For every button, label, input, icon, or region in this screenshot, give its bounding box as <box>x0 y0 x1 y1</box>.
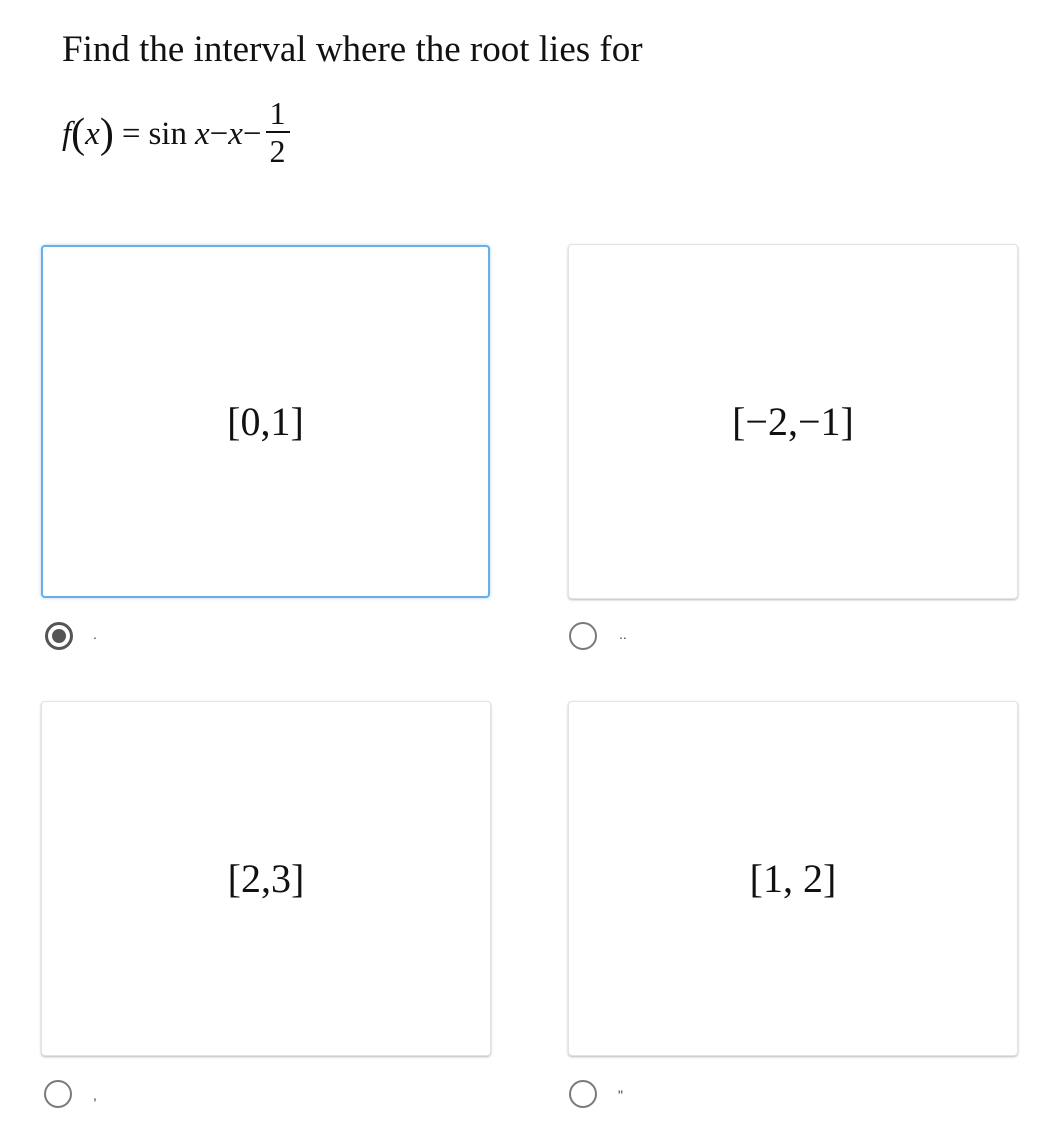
option-c-mark: , <box>93 1087 97 1103</box>
formula-right-paren: ) <box>99 111 114 157</box>
formula-sin-argument: x <box>194 115 210 152</box>
fraction-numerator: 1 <box>269 95 286 131</box>
option-b-mark: .. <box>619 626 627 642</box>
option-d-label: [1, 2] <box>749 856 837 901</box>
question-text: Find the interval where the root lies for <box>62 29 643 70</box>
fraction-denominator: 2 <box>269 133 286 169</box>
formula-function-name: f <box>62 115 72 152</box>
option-card-a[interactable] <box>41 245 490 598</box>
formula-minus-1: − <box>209 115 229 152</box>
option-card-c[interactable] <box>41 701 491 1056</box>
option-card-b[interactable] <box>568 244 1018 599</box>
formula-equals: = <box>121 115 141 152</box>
option-c-label: [2,3] <box>227 856 305 901</box>
option-d-mark: " <box>618 1087 623 1103</box>
formula-minus-2: − <box>242 115 262 152</box>
formula-x-term: x <box>228 115 243 152</box>
option-b-label: [−2,−1] <box>732 399 854 444</box>
option-card-d[interactable] <box>568 701 1018 1056</box>
option-a-label: [0,1] <box>227 399 304 444</box>
option-a-mark: . <box>93 626 97 642</box>
question-formula <box>62 86 290 182</box>
option-b-radio[interactable] <box>569 622 597 650</box>
formula-sin: sin <box>148 115 187 152</box>
formula-variable: x <box>85 115 100 152</box>
option-c-radio[interactable] <box>44 1080 72 1108</box>
formula-fraction <box>266 95 290 169</box>
option-a-radio[interactable] <box>45 622 73 650</box>
option-d-radio[interactable] <box>569 1080 597 1108</box>
formula-left-paren: ( <box>71 111 86 157</box>
